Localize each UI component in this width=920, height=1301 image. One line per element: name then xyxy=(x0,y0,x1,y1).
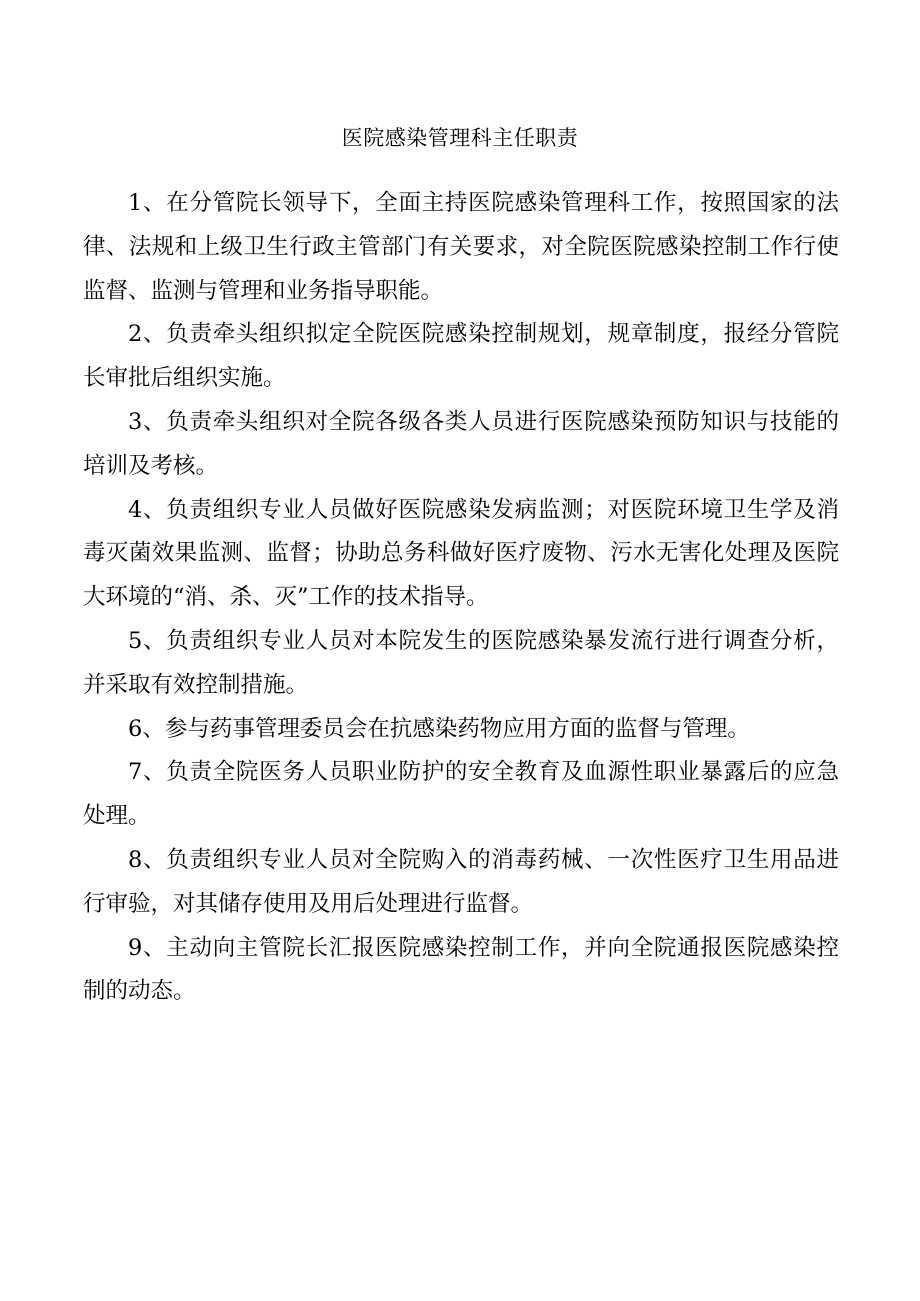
document-body xyxy=(83,182,839,1014)
document-title: 医院感染管理科主任职责 xyxy=(341,126,579,150)
duty-item-8: 8、负责组织专业人员对全院购入的消毒药械、一次性医疗卫生用品进行审验，对其储存使用及用后处理进行监督。 xyxy=(83,846,839,917)
duty-item-6: 6、参与药事管理委员会在抗感染药物应用方面的监督与管理。 xyxy=(128,715,750,742)
duty-item-1: 1、在分管院长领导下，全面主持医院感染管理科工作，按照国家的法律、法规和上级卫生行政主管部门有关要求，对全院医院感染控制工作行使监督、监测与管理和业务指导职能。 xyxy=(83,190,839,304)
duty-item-7: 7、负责全院医务人员职业防护的安全教育及血源性职业暴露后的应急处理。 xyxy=(83,759,839,830)
duty-item-3: 3、负责牵头组织对全院各级各类人员进行医院感染预防知识与技能的培训及考核。 xyxy=(83,408,839,479)
duty-item-4: 4、负责组织专业人员做好医院感染发病监测；对医院环境卫生学及消毒灭菌效果监测、监督；协助总务科做好医疗废物、污水无害化处理及医院大环境的“消、杀、灭”工作的技术指导。 xyxy=(83,496,839,611)
duty-item-2: 2、负责牵头组织拟定全院医院感染控制规划，规章制度，报经分管院长审批后组织实施。 xyxy=(83,321,839,392)
duty-item-5: 5、负责组织专业人员对本院发生的医院感染暴发流行进行调查分析，并采取有效控制措施。 xyxy=(83,627,839,698)
duty-item-9: 9、主动向主管院长汇报医院感染控制工作，并向全院通报医院感染控制的动态。 xyxy=(83,934,839,1005)
